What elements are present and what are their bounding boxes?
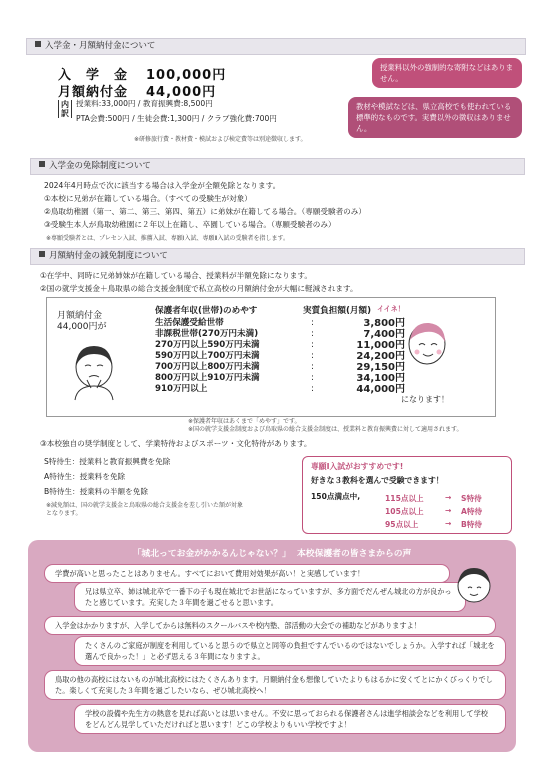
burden-cell: 3,800円 xyxy=(363,318,405,329)
section-header-exemption xyxy=(30,158,525,175)
exemption-item-1: ①本校に兄弟が在籍している場合。（すべての受験生が対象） xyxy=(44,194,252,203)
burden-cell: 11,000円 xyxy=(356,340,405,351)
voice-bubble: 兄は県立卒、姉は城北卒で一番下の子も現在城北でお世話になっていますが、多方面でだんぜん城北の方が良かったと感じています。充実した３年間を過ごせると思います。 xyxy=(74,582,466,612)
column-header-burden: 実質負担額(月額) xyxy=(303,306,372,316)
exemption-intro: 2024年4月時点で次に該当する場合は入学金が全額免除となります。 xyxy=(44,181,281,190)
square-bullet-icon xyxy=(39,161,45,167)
colon-cell: : xyxy=(311,373,314,383)
colon-cell: : xyxy=(311,318,314,328)
monthly-fee-label: 月額納付金 xyxy=(57,311,103,321)
reco-arrow: → xyxy=(445,519,452,528)
column-header-income: 保護者年収(世帯)のめやす xyxy=(155,306,258,316)
reduction-table xyxy=(153,318,407,395)
monthly-fee-label: 月額納付金 xyxy=(58,85,129,100)
breakdown-label: 内訳 xyxy=(58,100,72,118)
section-title: 入学金の免除制度について xyxy=(49,161,151,171)
reco-rank: S特待 xyxy=(461,494,482,503)
fee-box xyxy=(28,58,338,148)
voice-bubble: 入学金はかかりますが、入学してからは無料のスクールバスや校内塾、部活動の大会での補助などがありますよ！ xyxy=(44,616,496,635)
happy-person-icon xyxy=(395,310,455,370)
colon-cell: : xyxy=(311,340,314,350)
income-cell: 非課税世帯(270万円未満) xyxy=(155,329,259,339)
burden-cell: 34,100円 xyxy=(356,373,405,384)
colon-cell: : xyxy=(311,362,314,372)
entrance-fee-value: 100,000円 xyxy=(146,68,227,83)
burden-cell: 24,200円 xyxy=(356,351,405,362)
speech-bubble-no-donation xyxy=(372,58,522,88)
colon-cell: : xyxy=(311,384,314,394)
bubble-text: 授業料以外の強制的な寄附などはありません。 xyxy=(380,63,514,83)
reco-score: 115点以上 xyxy=(385,494,424,503)
exemption-note: ※専願受験者とは、プレセン入試、推薦入試、専願Ⅰ入試、専願Ⅱ入試の受験者を指します。 xyxy=(46,235,290,242)
exemption-item-2: ②鳥取幼稚園（第一、第二、第三、第四、第五）に弟妹が在籍してる場合。（専願受験者のみ） xyxy=(44,207,366,216)
worried-person-icon xyxy=(63,340,125,402)
voice-bubble: たくさんのご家庭が制度を利用していると思うので県立と同等の負担ですんでいるのではないでしょうか。入学すれば「城北を選んで良かった！」と必ず思える３年間になりますよ。 xyxy=(74,636,506,666)
breakdown-line-2: PTA会費:500円 / 生徒会費:1,300円 / クラブ強化費:700円 xyxy=(76,114,277,123)
burden-cell: 29,150円 xyxy=(356,362,405,373)
table-row xyxy=(153,351,407,362)
burden-cell: 7,400円 xyxy=(363,329,405,340)
table-row xyxy=(153,340,407,351)
reco-rank: B特待 xyxy=(461,520,482,529)
scholarship-s: S特待生：授業料と教育振興費を免除 xyxy=(44,457,171,466)
scholarship-b: B特待生：授業料の半額を免除 xyxy=(44,487,148,496)
scholarship-a: A特待生：授業料を免除 xyxy=(44,472,126,481)
square-bullet-icon xyxy=(35,41,41,47)
section-title: 入学金・月額納付金について xyxy=(45,41,156,51)
income-cell: 生活保護受給世帯 xyxy=(155,318,224,328)
reco-rank: A特待 xyxy=(461,507,483,516)
table-row xyxy=(153,373,407,384)
square-bullet-icon xyxy=(39,251,45,257)
reduction-item-2: ②国の就学支援金＋鳥取県の総合支援金制度で私立高校の月額納付金が大幅に軽減されます。 xyxy=(40,284,358,293)
result-caption: になります！ xyxy=(401,395,449,404)
reduction-item-1: ①在学中、同時に兄弟姉妹が在籍している場合、授業料が半額免除になります。 xyxy=(40,271,312,280)
colon-cell: : xyxy=(311,351,314,361)
section-header-reduction xyxy=(30,248,525,265)
income-cell: 910万円以上 xyxy=(155,384,208,394)
recommendation-box xyxy=(302,456,512,534)
breakdown-line-1: 授業料:33,000円 / 教育振興費:8,500円 xyxy=(76,99,213,108)
table-row xyxy=(153,362,407,373)
section-header-fees xyxy=(26,38,526,55)
income-cell: 590万円以上700万円未満 xyxy=(155,351,260,361)
scholarship-intro: ③本校独自の奨学制度として、学業特待およびスポーツ・文化特待があります。 xyxy=(40,439,312,448)
colon-cell: : xyxy=(311,329,314,339)
speech-bubble-materials xyxy=(348,97,522,138)
income-cell: 270万円以上590万円未満 xyxy=(155,340,260,350)
bubble-text: 教材や模試などは、県立高校でも使われている標準的なものです。実費以外の徴収はありません。 xyxy=(356,102,512,133)
table-row xyxy=(153,384,407,395)
parent-avatar-icon xyxy=(448,562,500,610)
voices-title-quote: 「城北ってお金がかかるんじゃない？」 xyxy=(132,549,291,559)
reco-score: 105点以上 xyxy=(385,507,424,516)
table-row xyxy=(153,318,407,329)
monthly-fee-value: 44,000円 xyxy=(146,85,217,100)
recommendation-line: 好きな３教科を選んで受験できます！ xyxy=(311,476,444,485)
voice-bubble: 学校の設備や先生方の熱意を見れば高いとは思いません。不安に思っておられる保護者さんは進学相談会などを利用して学校をどんどん見学していただければと思います！どこの学校よりもいい学校ですよ！ xyxy=(74,704,506,734)
fee-note: ※研修旅行費・教材費・模試および検定費等は別途徴収します。 xyxy=(134,136,307,143)
voices-title xyxy=(28,546,516,559)
monthly-fee-value: 44,000円が xyxy=(57,322,107,332)
voice-bubble: 学費が高いと思ったことはありません。すべてにおいて費用対効果が高い！と実感しています！ xyxy=(44,564,450,583)
entrance-fee-label: 入 学 金 xyxy=(58,68,129,83)
recommendation-title: 専願Ⅰ入試がおすすめです! xyxy=(311,462,404,471)
exclaim-text: イイネ！ xyxy=(377,305,405,313)
income-cell: 800万円以上910万円未満 xyxy=(155,373,260,383)
reco-arrow: → xyxy=(445,493,452,502)
scholarship-note: ※減免額は、国の就学支援金と鳥取県の総合支援金を差し引いた額が対象となります。 xyxy=(46,502,244,517)
reco-arrow: → xyxy=(445,506,452,515)
table-note-2: ※国の就学支援金制度および鳥取県の総合支援金制度は、授業料と教育振興費に対して適用されます。 xyxy=(188,426,463,433)
recommendation-base: 150点満点中, xyxy=(311,492,361,501)
reduction-table-box xyxy=(46,297,496,417)
table-row xyxy=(153,329,407,340)
parent-voices-panel xyxy=(28,540,516,752)
table-note-1: ※保護者年収はあくまで「めやす」です。 xyxy=(188,418,301,425)
exemption-item-3: ③受験生本人が鳥取幼稚園に２年以上在籍し、卒園している場合。（専願受験者のみ） xyxy=(44,220,336,229)
income-cell: 700万円以上800万円未満 xyxy=(155,362,260,372)
voices-title-rest: 本校保護者の皆さまからの声 xyxy=(296,549,412,559)
reco-score: 95点以上 xyxy=(385,520,419,529)
section-title: 月額納付金の減免制度について xyxy=(49,251,168,261)
burden-cell: 44,000円 xyxy=(356,384,405,395)
voice-bubble: 鳥取の他の高校にはないものが城北高校にはたくさんあります。月額納付金も想像していたよりもはるかに安くてとにかくびっくりでした。楽しくて充実した３年間を過ごしたいなら、ぜひ城北高校へ！ xyxy=(44,670,506,700)
